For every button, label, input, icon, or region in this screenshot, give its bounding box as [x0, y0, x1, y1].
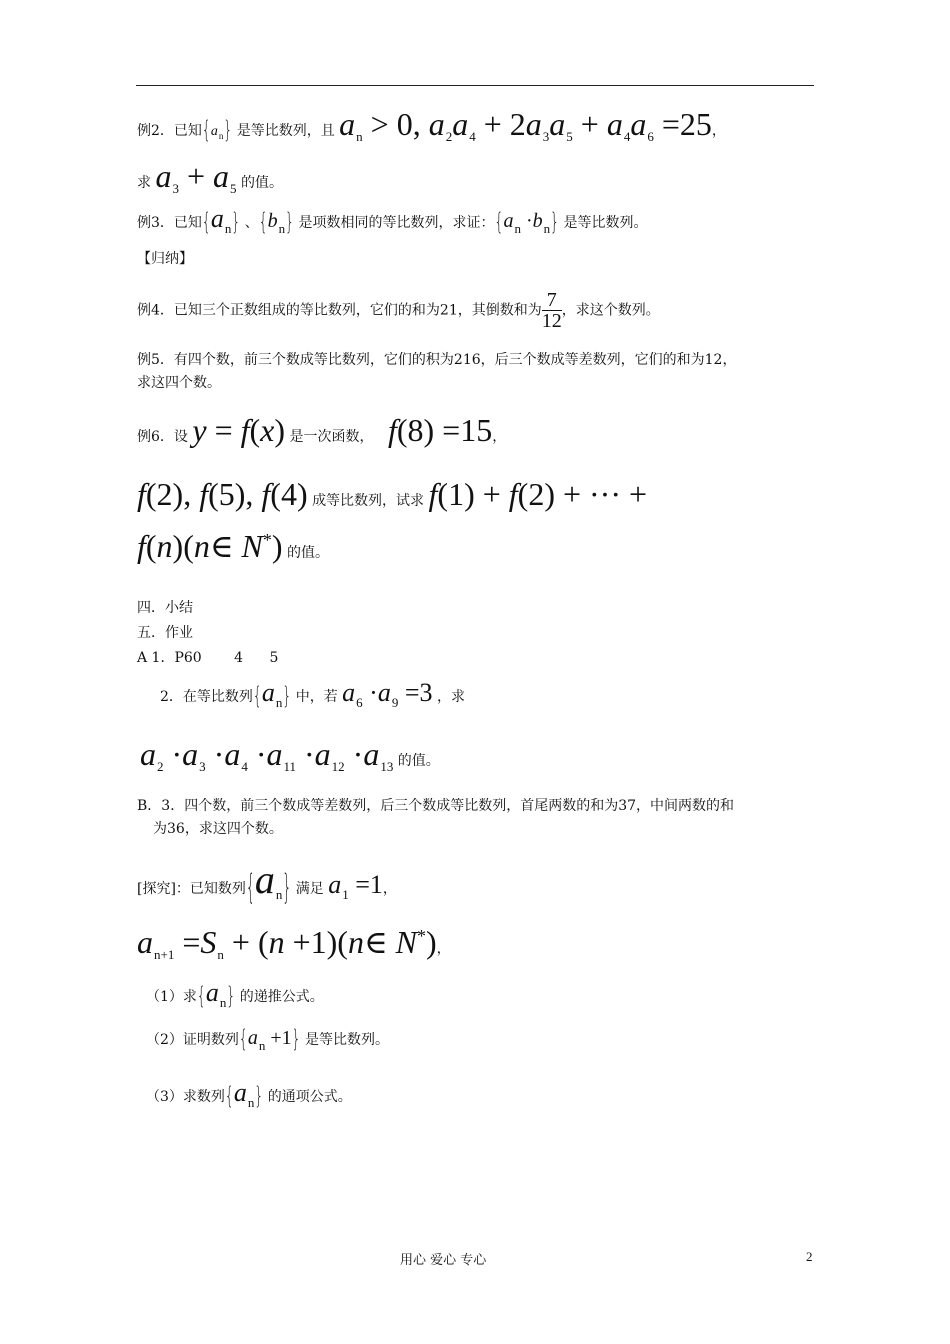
header-rule: [136, 85, 814, 86]
example-4-tail: ，求这个数列。: [561, 302, 660, 319]
homework-a: [137, 651, 278, 665]
fraction: $\frac{7}{12}$: [541, 289, 562, 332]
example-2-text: 是等比数列，且: [236, 123, 335, 139]
explore-formula1: $a_1 =1$: [328, 870, 383, 902]
example-6-formula1: y = f(x): [192, 412, 286, 448]
example-4: [137, 290, 660, 331]
example-4-text: 例4．已知三个正数组成的等比数列，它们的和为21，其倒数和为: [137, 302, 542, 319]
homework-2-text2: ，求: [436, 689, 465, 705]
homework-2-text1: 中，若: [295, 689, 338, 705]
example-6-text3: 的值。: [287, 545, 329, 561]
example-6-formula4: f(1) + f(2) + ··· +: [428, 476, 648, 512]
homework-2-line2: [140, 738, 440, 773]
example-6-line1: 例6．设 y = f(x) 是一次函数， f(8) =15，: [137, 412, 507, 448]
example-6-line2: [137, 478, 647, 510]
example-6-formula3: f(2), f(5), f(4): [137, 476, 308, 512]
homework-a-n2: 5: [269, 650, 279, 666]
example-2-line2: [137, 160, 283, 195]
homework-2-label: 2．在等比数列: [160, 689, 253, 705]
example-6-label: 例6．设: [137, 429, 188, 445]
homework-2-formula: $a_6 \cdot a_9 =3$: [342, 678, 433, 710]
explore-formula2: $a_{n+1} =S_n + (n$ +1)(n∈ N*): [137, 924, 437, 962]
example-3-label: 例3．已知: [137, 215, 202, 231]
explore-q2-text: 是等比数列。: [305, 1032, 389, 1048]
footer-text: 用心 爱心 专心: [400, 1253, 487, 1268]
homework-a-n1: 4: [234, 650, 244, 666]
example-3-text: 是项数相同的等比数列，求证：: [298, 215, 495, 231]
guina-heading: 【归纳】: [137, 251, 193, 267]
example-3: 例3．已知$\{a_n\}$ 、$\{b_n\}$ 是项数相同的等比数列，求证：$\{a_n \cdot b_n\}$ 是等比数列。: [137, 204, 648, 237]
example-3-tail: 是等比数列。: [563, 215, 648, 231]
explore-q1-text: 的递推公式。: [239, 989, 324, 1005]
homework-2-line1: 2．在等比数列$\{a_n\}$ 中，若 $a_6 \cdot a_9 =3$ ，求: [160, 678, 465, 711]
example-6-formula5: f(n)(n∈ N*): [137, 528, 283, 564]
homework-b-line2: 为36，求这四个数。: [153, 821, 283, 837]
homework-b-line1: B．3．四个数，前三个数成等差数列，后三个数成等比数列，首尾两数的和为37，中间两数的和: [137, 798, 735, 814]
example-2-label: 例2．已知: [137, 123, 202, 139]
example-2-target: $a_3 + a_5$: [155, 158, 237, 196]
example-6-text1: 是一次函数，: [289, 429, 374, 445]
example-6-formula2: f(8) =15: [387, 412, 493, 448]
explore-q2-label: （2）证明数列: [146, 1032, 239, 1048]
explore-q1-label: （1）求: [146, 989, 197, 1005]
example-5-line1: 例5．有四个数，前三个数成等比数列，它们的积为216，后三个数成等差数列，它们的和为12，: [137, 352, 737, 368]
example-2-formula: $a_n > 0$, $a_2a_4 + 2a_3a_5 + a_4a_6 =25$: [339, 106, 712, 144]
homework-a-label: A 1．P60: [137, 650, 202, 666]
example-3-sep: 、: [244, 215, 259, 231]
homework-2-text3: 的值。: [397, 753, 440, 769]
explore-q3: （3）求数列$\{a_n\}$ 的通项公式。: [146, 1078, 352, 1111]
example-6-line3: [137, 530, 329, 562]
explore-text1: 满足: [295, 881, 324, 897]
example-2-value: 的值。: [240, 175, 283, 191]
explore-label: [探究]：已知数列: [137, 881, 246, 897]
explore-q1: （1）求$\{a_n\}$ 的递推公式。: [146, 978, 324, 1011]
homework-2-product: $a_2 \cdot a_3 \cdot a_4 \cdot a_{11} \cdot a_{12} \cdot a_{13}$: [140, 736, 394, 774]
homework-heading: 五．作业: [137, 625, 193, 641]
example-2-line1: 例2．已知$\{a_n\}$ 是等比数列，且 $a_n > 0$, $a_2a_4 + 2a_3a_5 + a_4a_6 =25$，: [137, 106, 726, 145]
explore-q3-label: （3）求数列: [146, 1089, 225, 1105]
explore-q2: （2）证明数列$\{a_n +1\}$ 是等比数列。: [146, 1026, 389, 1054]
explore-line2: $a_{n+1} =S_n + (n$ +1)(n∈ N*)，: [137, 924, 451, 962]
explore-line1: [探究]：已知数列$\{a_n\}$ 满足 $a_1 =1$，: [137, 857, 397, 909]
page-number: 2: [806, 1249, 813, 1264]
summary-heading: 四．小结: [137, 600, 193, 616]
example-2-ask: 求: [137, 175, 151, 191]
explore-q3-text: 的通项公式。: [267, 1089, 352, 1105]
example-6-text2: 成等比数列，试求: [312, 493, 425, 509]
example-5-line2: 求这四个数。: [137, 375, 221, 391]
